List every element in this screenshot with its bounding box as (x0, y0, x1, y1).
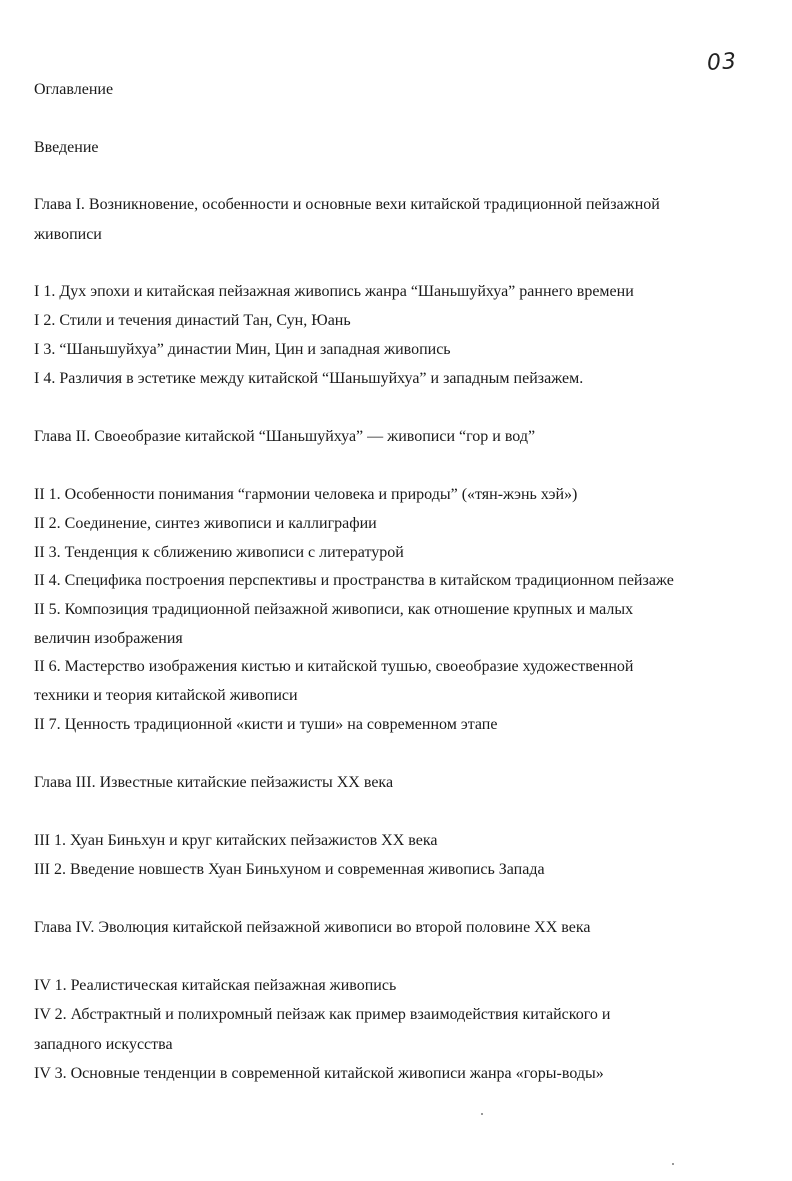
toc-entry-4-1: IV 1. Реалистическая китайская пейзажная живопись (34, 977, 397, 994)
toc-chapter-3-title: Глава III. Известные китайские пейзажисты XX века (34, 774, 394, 791)
toc-entry-3-1: III 1. Хуан Биньхун и круг китайских пейзажистов XX века (34, 832, 438, 849)
handwritten-page-number: 03 (706, 48, 738, 77)
toc-entry-2-5-cont: величин изображения (34, 630, 183, 647)
scan-speck (672, 1163, 674, 1165)
toc-entry-introduction: Введение (34, 139, 99, 156)
toc-entry-2-6-cont: техники и теория китайской живописи (34, 687, 298, 704)
toc-entry-1-4: I 4. Различия в эстетике между китайской “Шаньшуйхуа” и западным пейзажем. (34, 370, 584, 387)
toc-entry-3-2: III 2. Введение новшеств Хуан Биньхуном и современная живопись Запада (34, 861, 545, 878)
toc-chapter-2-title: Глава II. Своеобразие китайской “Шаньшуйхуа” — живописи “гор и вод” (34, 428, 536, 445)
toc-entry-2-1: II 1. Особенности понимания “гармонии человека и природы” («тян-жэнь хэй») (34, 486, 578, 503)
toc-entry-2-3: II 3. Тенденция к сближению живописи с литературой (34, 544, 404, 561)
toc-entry-4-2: IV 2. Абстрактный и полихромный пейзаж как пример взаимодействия китайского и (34, 1006, 611, 1023)
toc-chapter-4-title: Глава IV. Эволюция китайской пейзажной живописи во второй половине XX века (34, 919, 591, 936)
toc-entry-2-5: II 5. Композиция традиционной пейзажной живописи, как отношение крупных и малых (34, 601, 634, 618)
toc-entry-2-4: II 4. Специфика построения перспективы и пространства в китайском традиционном пейзаже (34, 572, 674, 589)
toc-chapter-1-title-cont: живописи (34, 226, 102, 243)
toc-entry-1-2: I 2. Стили и течения династий Тан, Сун, Юань (34, 312, 351, 329)
toc-heading: Оглавление (34, 81, 114, 98)
toc-entry-2-6: II 6. Мастерство изображения кистью и китайской тушью, своеобразие художественной (34, 658, 634, 675)
toc-entry-1-1: I 1. Дух эпохи и китайская пейзажная живопись жанра “Шаньшуйхуа” раннего времени (34, 283, 634, 300)
toc-chapter-1-title: Глава I. Возникновение, особенности и основные вехи китайской традиционной пейзажной (34, 196, 660, 213)
toc-entry-4-2-cont: западного искусства (34, 1036, 173, 1053)
toc-entry-4-3: IV 3. Основные тенденции в современной китайской живописи жанра «горы-воды» (34, 1065, 604, 1082)
scan-speck (481, 1113, 483, 1115)
toc-entry-2-2: II 2. Соединение, синтез живописи и каллиграфии (34, 515, 377, 532)
toc-entry-2-7: II 7. Ценность традиционной «кисти и туши» на современном этапе (34, 716, 498, 733)
toc-entry-1-3: I 3. “Шаньшуйхуа” династии Мин, Цин и западная живопись (34, 341, 451, 358)
